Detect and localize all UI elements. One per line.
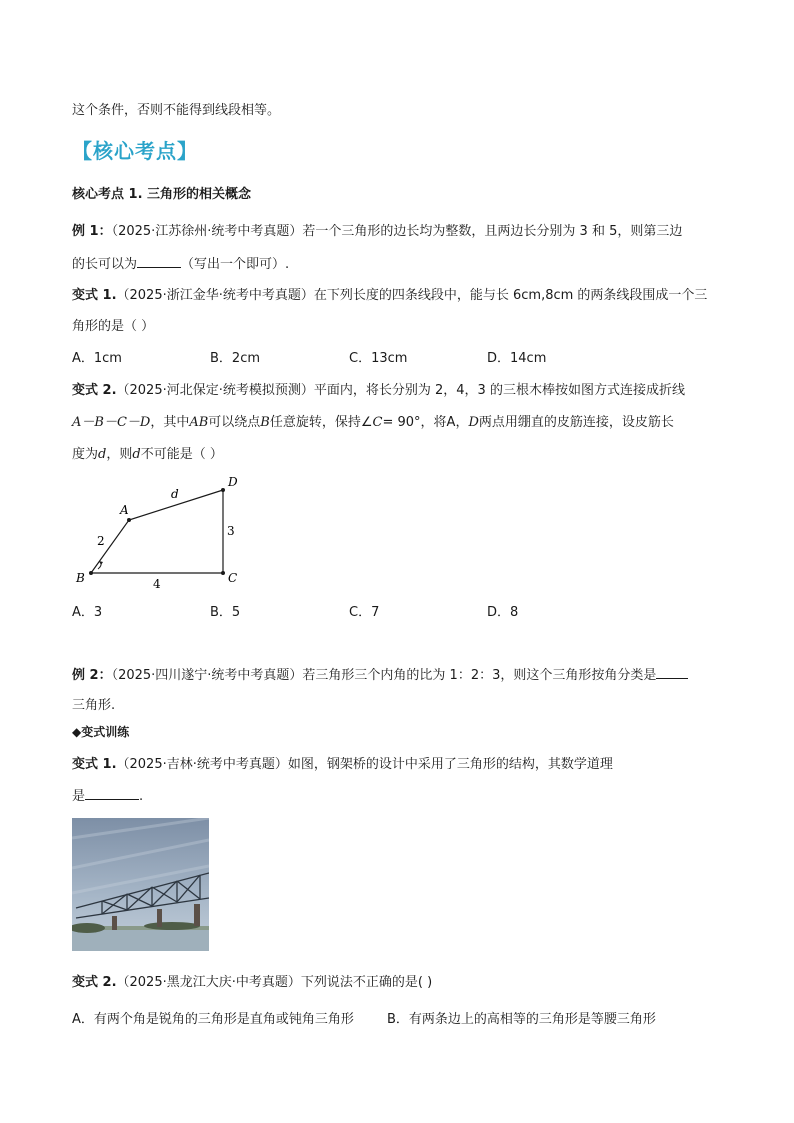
variant-2-label: 变式 2. [72,383,117,398]
variant-1-option-d[interactable]: D．14cm [487,351,547,366]
point-a [127,518,131,522]
answer-blank[interactable] [137,255,181,268]
answer-blank[interactable] [656,666,688,679]
rotation-arrow-icon [99,561,103,565]
variant-2-text: （2025·河北保定·统考模拟预测）平面内，将长分别为 2，4，3 的三根木棒按如图方式连接成折线 [116,383,685,398]
label-c: C [228,571,238,585]
variant-1-text: （2025·浙江金华·统考中考真题）在下列长度的四条线段中，能与长 6cm,8cm 的两条线段围成一个三 [116,288,708,303]
steel-bridge-photo [72,818,209,951]
example-1-text: （2025·江苏徐州·统考中考真题）若一个三角形的边长均为整数，且两边长分别为 3 和 5，则第三边 [111,224,683,239]
example-2-line2: 三角形. [72,698,116,713]
label-d-length: d [171,487,179,501]
variant-1-label: 变式 1. [72,288,117,303]
point-d [221,488,225,492]
example-2-label: 例 2： [72,668,112,683]
training-variant-1-label: 变式 1. [72,757,117,772]
training-variant-1 [72,756,613,774]
intro-tail: 这个条件，否则不能得到线段相等。 [72,103,281,118]
point-b [89,571,93,575]
variant-1-option-b[interactable]: B．2cm [210,351,261,366]
variant-1 [72,287,707,305]
answer-blank[interactable] [85,787,139,800]
example-1-label: 例 1： [72,224,112,239]
label-bc-length: 4 [153,577,161,591]
label-d: D [228,475,238,489]
example-1-line2: 的长可以为 （写出一个即可）. [72,257,290,272]
variant-2-option-d[interactable]: D．8 [487,605,519,620]
variant-1-line2: 角形的是（ ） [72,319,155,334]
geometry-figure [72,470,252,595]
example-1 [72,223,682,241]
training-variant-1-text: （2025·吉林·统考中考真题）如图，钢架桥的设计中采用了三角形的结构，其数学道理 [116,757,613,772]
section-heading: 【核心考点】 [72,139,198,163]
variant-1-option-c[interactable]: C．13cm [349,351,408,366]
training-variant-1-line2: 是 . [72,789,144,804]
variant-2-line2: A－B－C－D，其中AB可以绕点B任意旋转，保持∠C= 90°，将A，D两点用绷直的皮筋连接，设皮筋长 [72,415,674,430]
training-variant-2-option-a[interactable]: A．有两个角是锐角的三角形是直角或钝角三角形 [72,1012,354,1027]
example-2-text: （2025·四川遂宁·统考中考真题）若三角形三个内角的比为 1：2：3，则这个三角形按角分类是 [111,668,657,683]
training-variant-2-text: （2025·黑龙江大庆·中考真题）下列说法不正确的是( ) [116,975,433,990]
variant-2 [72,382,685,400]
training-variant-2-option-b[interactable]: B．有两条边上的高相等的三角形是等腰三角形 [387,1012,656,1027]
variant-training-heading: ◆变式训练 [72,725,130,739]
variant-2-line3: 度为d，则d不可能是（ ） [72,447,223,462]
label-ab-length: 2 [97,534,105,548]
core-point-title: 核心考点 1. 三角形的相关概念 [72,187,252,202]
training-variant-2-label: 变式 2. [72,975,117,990]
label-a: A [120,503,129,517]
variant-1-option-a[interactable]: A．1cm [72,351,122,366]
figure-polyline [91,490,223,573]
variant-2-option-b[interactable]: B．5 [210,605,241,620]
label-b: B [76,571,85,585]
point-c [221,571,225,575]
variant-2-option-c[interactable]: C．7 [349,605,380,620]
example-2 [72,666,688,685]
label-cd-length: 3 [227,524,235,538]
variant-2-option-a[interactable]: A．3 [72,605,103,620]
training-variant-2 [72,974,432,992]
